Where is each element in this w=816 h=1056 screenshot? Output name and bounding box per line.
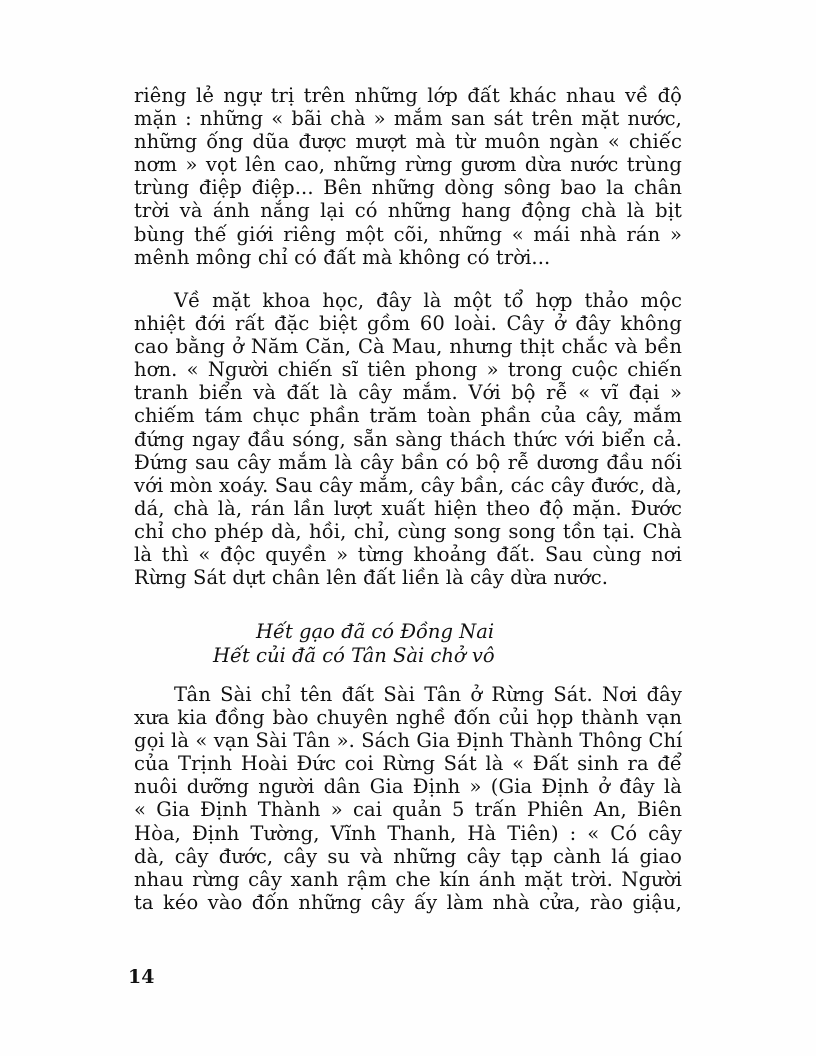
text-line: mênh mông chỉ có đất mà không có trời... — [134, 245, 551, 269]
text-line: chỉ cho phép dà, hồi, chỉ, cùng song song tồn tại. Chà — [134, 519, 682, 543]
text-line: cao bằng ở Năm Căn, Cà Mau, nhưng thịt chắc và bền — [134, 335, 682, 359]
text-line: Tân Sài chỉ tên đất Sài Tân ở Rừng Sát. Nơi đây — [174, 683, 682, 706]
text-line: nuôi dưỡng người dân Gia Định » (Gia Định ở đây là — [134, 775, 682, 799]
text-line: bùng thế giới riêng một cõi, những « mái nhà rán » — [134, 222, 682, 246]
text-line: là thì « độc quyền » từng khoảng đất. Sau cùng nơi — [134, 543, 682, 567]
verse-line: Hết củi đã có Tân Sài chở vô — [213, 644, 495, 667]
page-number: 14 — [128, 966, 155, 988]
text-line: trời và ánh nắng lại có những hang động chà là bịt — [134, 199, 682, 223]
folk-verse — [134, 620, 682, 668]
text-line: nhau rừng cây xanh rậm che kín ánh mặt trời. Người — [134, 867, 682, 891]
text-line: dá, chà là, rán lần lượt xuất hiện theo độ mặn. Đước — [134, 496, 682, 520]
text-line: dà, cây đước, cây su và những cây tạp cành lá giao — [134, 844, 682, 868]
text-line: những ống dũa được mượt mà từ muôn ngàn « chiếc — [134, 130, 682, 154]
text-line: gọi là « vạn Sài Tân ». Sách Gia Định Thành Thông Chí — [134, 729, 683, 753]
text-line: tranh biển và đất là cây mắm. Với bộ rễ « vĩ đại » — [134, 381, 682, 405]
text-line: hơn. « Người chiến sĩ tiên phong » trong cuộc chiến — [134, 358, 682, 382]
text-line: chiếm tám chục phần trăm toàn phần của cây, mắm — [134, 404, 682, 428]
text-line: nhiệt đới rất đặc biệt gồm 60 loài. Cây ở đây không — [134, 312, 682, 336]
text-line: xưa kia đồng bào chuyên nghề đốn củi họp thành vạn — [134, 706, 682, 730]
text-line: trùng điệp điệp... Bên những dòng sông bao la chân — [134, 176, 682, 200]
text-line: mặn : những « bãi chà » mắm san sát trên mặt nước, — [134, 107, 682, 131]
text-line: đứng ngay đầu sóng, sẵn sàng thách thức với biển cả. — [134, 427, 682, 451]
paragraph-tan-sai — [134, 683, 682, 914]
text-line: của Trịnh Hoài Đức coi Rừng Sát là « Đất sinh ra để — [134, 752, 682, 776]
text-line: với mòn xoáy. Sau cây mắm, cây bần, các cây đước, dà, — [134, 473, 683, 497]
paragraph-science — [134, 289, 682, 589]
text-line: ta kéo vào đốn những cây ấy làm nhà cửa, rào giậu, — [134, 890, 682, 914]
text-line: Rừng Sát dựt chân lên đất liền là cây dừa nước. — [134, 566, 609, 590]
text-line: « Gia Định Thành » cai quản 5 trấn Phiên An, Biên — [134, 798, 682, 822]
text-line: Đứng sau cây mắm là cây bần có bộ rễ dương đầu nối — [134, 450, 682, 474]
text-line: Hòa, Định Tường, Vĩnh Thanh, Hà Tiên) : « Có cây — [134, 821, 682, 845]
text-line: riêng lẻ ngự trị trên những lớp đất khác nhau về độ — [134, 84, 682, 107]
text-line: Về mặt khoa học, đây là một tổ hợp thảo mộc — [174, 289, 682, 312]
verse-line: Hết gạo đã có Đồng Nai — [256, 620, 495, 643]
paragraph-continuation — [134, 84, 682, 269]
text-line: nơm » vọt lên cao, những rừng gươm dừa nước trùng — [134, 153, 682, 177]
